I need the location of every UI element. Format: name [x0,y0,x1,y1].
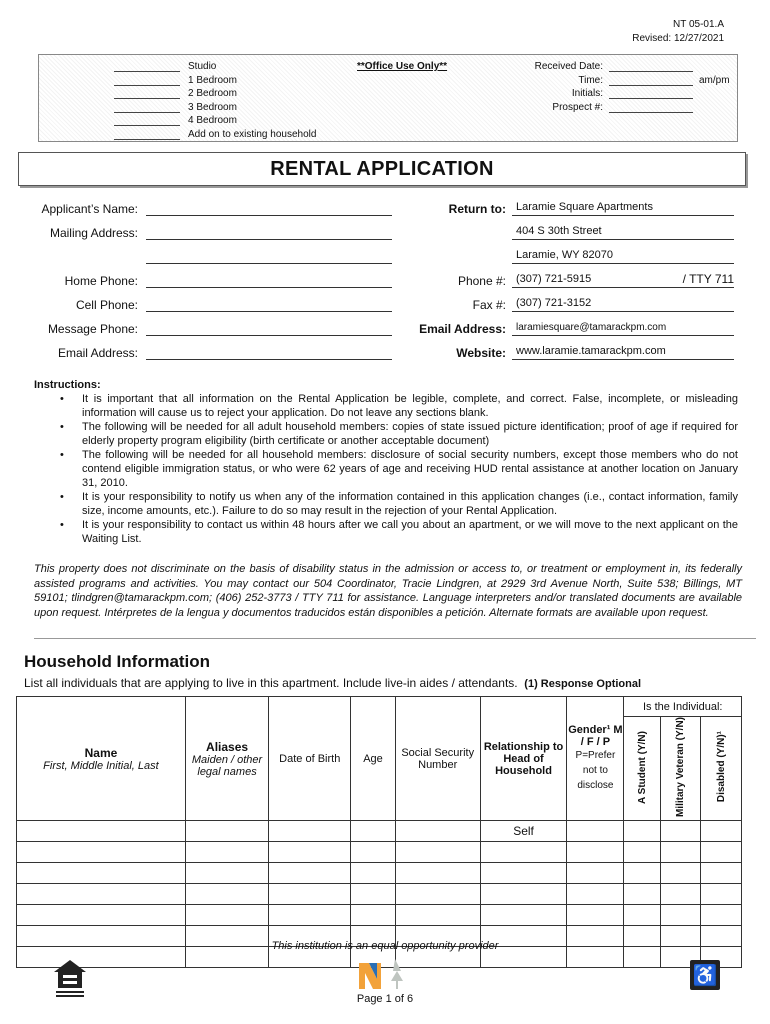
col-disabled-header [701,717,742,821]
office-field-row[interactable] [511,59,731,72]
return-name: Laramie Square Apartments [512,200,734,216]
unit-type-row[interactable] [114,73,237,86]
instruction-item: • The following will be needed for all adult household members: copies of state issued picture identification; proof of age if required for elderly property program eligibility (birth certificate or another acceptable document) [34,420,738,448]
cell-phone-field[interactable] [20,296,392,312]
unit-type-blank[interactable] [114,115,180,126]
unit-type-blank[interactable] [114,102,180,113]
household-cell[interactable] [480,905,567,926]
household-cell[interactable] [661,905,701,926]
equal-opportunity-statement: This institution is an equal opportunity provider [271,940,499,952]
household-cell[interactable] [351,905,395,926]
office-use-box [38,54,738,142]
household-cell[interactable] [351,842,395,863]
household-cell[interactable] [269,863,351,884]
household-row [17,863,742,884]
is-individual-header: Is the Individual: [624,697,742,717]
household-cell[interactable] [269,821,351,842]
page-title: RENTAL APPLICATION [270,157,494,180]
household-cell[interactable] [395,884,480,905]
instruction-item: • The following will be needed for all household members: disclosure of social security numbers, except those members who do not contend eligible immigration status, or who were 62 years of age and receiving HUD rental assistance at another location on January 31, 2010. [34,448,738,490]
gender-header: Gender¹ M / F / P [568,724,623,749]
return-to-label: Return to: [448,202,506,216]
unit-type-label: Studio [188,61,217,72]
household-cell[interactable] [661,884,701,905]
title-bar [18,152,746,186]
phone-value [512,272,734,288]
aliases-subheader: Maiden / other legal names [191,753,263,778]
accessibility-icon: ♿ [690,960,720,990]
household-cell[interactable] [701,905,742,926]
home-phone-label: Home Phone: [64,274,138,288]
unit-type-row[interactable] [114,113,237,126]
household-cell[interactable] [17,905,186,926]
col-veteran-header [661,717,701,821]
household-row [17,842,742,863]
name-header: Name [84,745,118,760]
household-cell[interactable] [480,842,567,863]
office-field-blank[interactable] [609,61,693,72]
household-table [16,696,742,968]
name-subheader: First, Middle Initial, Last [43,759,159,772]
instruction-item: • It is important that all information on the Rental Application be legible, complete, and correct. False, incomplete, or misleading information will cause us to reject your application. Do not leave any sections blank. [34,392,738,420]
home-phone-field[interactable] [20,272,392,288]
form-code: NT 05-01.A [673,19,724,30]
household-cell[interactable] [185,884,268,905]
office-field-label: Prospect #: [552,101,603,113]
company-logo [355,955,415,991]
return-to-row [400,200,734,216]
household-cell[interactable] [661,821,701,842]
household-cell[interactable] [17,884,186,905]
tty-number: / TTY 711 [682,272,734,286]
unit-type-label: Add on to existing household [188,129,317,140]
applicant-name-line[interactable] [146,202,392,216]
mailing-address-field-2[interactable] [20,248,392,264]
revised-date: Revised: 12/27/2021 [632,33,724,44]
household-cell[interactable] [624,905,661,926]
cell-phone-label: Cell Phone: [75,298,138,312]
mailing-address-field[interactable] [20,224,392,240]
household-title: Household Information [24,652,211,671]
household-cell[interactable] [395,863,480,884]
email-label: Email Address: [57,346,138,360]
office-field-row[interactable] [511,100,731,113]
cell-phone-line[interactable] [146,298,392,312]
nondiscrimination-notice: This property does not discriminate on the basis of disability status in the admission or access to, or treatment or employment in, its federally assisted programs and activities. You may contact our 504 Coordinator, Tracie Lindgren, at 2929 3rd Avenue North, Suite 538; Billings, MT 59101; tlindgren@tamarackpm.com; (406) 252-3773 / TTY 711 for assistance. Language interpreters and/or translated documents are available upon request. Intérpretes de la lengua y documentos traducidos están disponibles a petición. Alternate formats are available upon request. [34,563,742,619]
household-cell[interactable] [701,821,742,842]
website-link[interactable]: www.laramie.tamarackpm.com [512,344,734,360]
website-row [400,344,734,360]
home-phone-line[interactable] [146,274,392,288]
col-relationship-header: Relationship to Head of Household [480,697,567,821]
household-cell[interactable] [701,842,742,863]
household-cell[interactable] [624,821,661,842]
fax-row [400,296,734,312]
unit-type-label: 3 Bedroom [188,101,237,113]
household-cell[interactable] [351,863,395,884]
household-cell[interactable] [480,863,567,884]
household-cell[interactable] [567,884,624,905]
phone-row [400,272,734,288]
household-row [17,884,742,905]
return-street-row [400,224,734,240]
household-cell[interactable] [567,821,624,842]
household-cell[interactable] [701,884,742,905]
gender-subheader: P=Prefer not to disclose [575,750,616,792]
response-optional-note: (1) Response Optional [524,678,642,690]
household-cell[interactable] [269,905,351,926]
website-label: Website: [456,346,506,360]
household-subtitle [24,676,641,690]
email-field[interactable] [20,344,392,360]
household-cell[interactable] [185,863,268,884]
unit-type-row[interactable] [114,100,237,113]
household-cell[interactable] [17,842,186,863]
household-cell[interactable] [567,905,624,926]
col-gender-header [567,697,624,821]
instructions-list [34,392,738,546]
contact-email[interactable]: laramiesquare@tamarackpm.com [512,320,734,336]
phone-label: Phone #: [457,274,506,288]
household-cell[interactable] [661,863,701,884]
phone-number: (307) 721-5915 [516,273,592,285]
household-row [17,905,742,926]
unit-type-label: 2 Bedroom [188,88,237,100]
contact-email-label: Email Address: [419,322,506,336]
col-name-header [17,697,186,821]
col-age-header: Age [351,697,395,821]
office-use-heading: **Office Use Only** [357,61,448,72]
unit-type-blank[interactable] [114,75,180,86]
col-ssn-header: Social Security Number [395,697,480,821]
unit-type-row[interactable] [114,127,316,140]
fax-label: Fax #: [472,298,506,312]
instruction-item: • It is your responsibility to notify us when any of the information contained in this application changes (i.e., contact information, family size, income amounts, etc.). Failure to do so may result in the rejection of your Rental Application. [34,490,738,518]
office-field-blank[interactable] [609,88,693,99]
unit-type-blank[interactable] [114,88,180,99]
unit-type-row[interactable] [114,59,216,72]
unit-type-blank[interactable] [114,61,180,72]
mailing-address-label: Mailing Address: [49,226,138,240]
student-header: A Student (Y/N) [636,730,648,804]
household-cell[interactable] [395,821,480,842]
return-city: Laramie, WY 82070 [512,248,734,264]
fax-number: (307) 721-3152 [512,296,734,312]
household-cell[interactable] [661,842,701,863]
office-field-blank[interactable] [609,75,693,86]
page-number [0,993,770,1005]
page-label: Page 1 of 6 [356,993,414,1005]
mailing-address-line[interactable] [146,226,392,240]
disabled-header: Disabled (Y/N)¹ [715,731,727,803]
household-cell[interactable] [701,863,742,884]
instructions [34,378,738,546]
household-cell[interactable] [185,821,268,842]
form-number [632,18,724,46]
instructions-heading: Instructions: [34,379,101,391]
household-row [17,821,742,842]
office-field-row[interactable] [511,73,731,86]
office-field-row[interactable] [511,86,731,99]
message-phone-field[interactable] [20,320,392,336]
office-field-label: Received Date: [534,61,603,72]
household-cell[interactable] [480,884,567,905]
household-cell[interactable] [567,842,624,863]
applicant-name-field[interactable] [20,200,392,216]
return-city-row [400,248,734,264]
household-cell[interactable] [185,905,268,926]
office-field-blank[interactable] [609,102,693,113]
unit-type-blank[interactable] [114,129,180,140]
col-dob-header: Date of Birth [269,697,351,821]
applicant-name-label: Applicant’s Name: [41,202,138,216]
household-cell[interactable] [395,842,480,863]
household-cell[interactable] [185,842,268,863]
unit-type-label: 1 Bedroom [188,74,237,86]
household-cell[interactable] [17,863,186,884]
household-cell[interactable] [17,821,186,842]
divider [34,638,756,639]
unit-type-row[interactable] [114,86,237,99]
household-cell[interactable] [395,905,480,926]
message-phone-label: Message Phone: [47,322,138,336]
household-cell[interactable] [351,821,395,842]
household-cell[interactable] [269,884,351,905]
col-student-header [624,717,661,821]
message-phone-line[interactable] [146,322,392,336]
office-field-label: Time: [578,74,603,86]
unit-type-label: 4 Bedroom [188,115,237,127]
household-cell[interactable] [269,842,351,863]
return-street: 404 S 30th Street [512,224,734,240]
household-cell[interactable] [624,863,661,884]
household-cell[interactable] [624,842,661,863]
contact-email-row [400,320,734,336]
col-aliases-header [185,697,268,821]
household-cell[interactable] [624,884,661,905]
office-field-label: Initials: [571,88,603,100]
relationship-self[interactable]: Self [480,821,567,842]
office-field-suffix: am/pm [699,74,730,86]
household-cell[interactable] [351,884,395,905]
instruction-item: • It is your responsibility to contact us within 48 hours after we call you about an apartment, or we will move to the next applicant on the Waiting List. [34,518,738,546]
aliases-header: Aliases [206,739,249,754]
mailing-address-line-2[interactable] [146,250,392,264]
household-instruction: List all individuals that are applying to live in this apartment. Include live-in aides / attendants. [24,676,518,690]
household-cell[interactable] [567,863,624,884]
veteran-header: Military Veteran (Y/N) [675,717,687,818]
email-line[interactable] [146,346,392,360]
